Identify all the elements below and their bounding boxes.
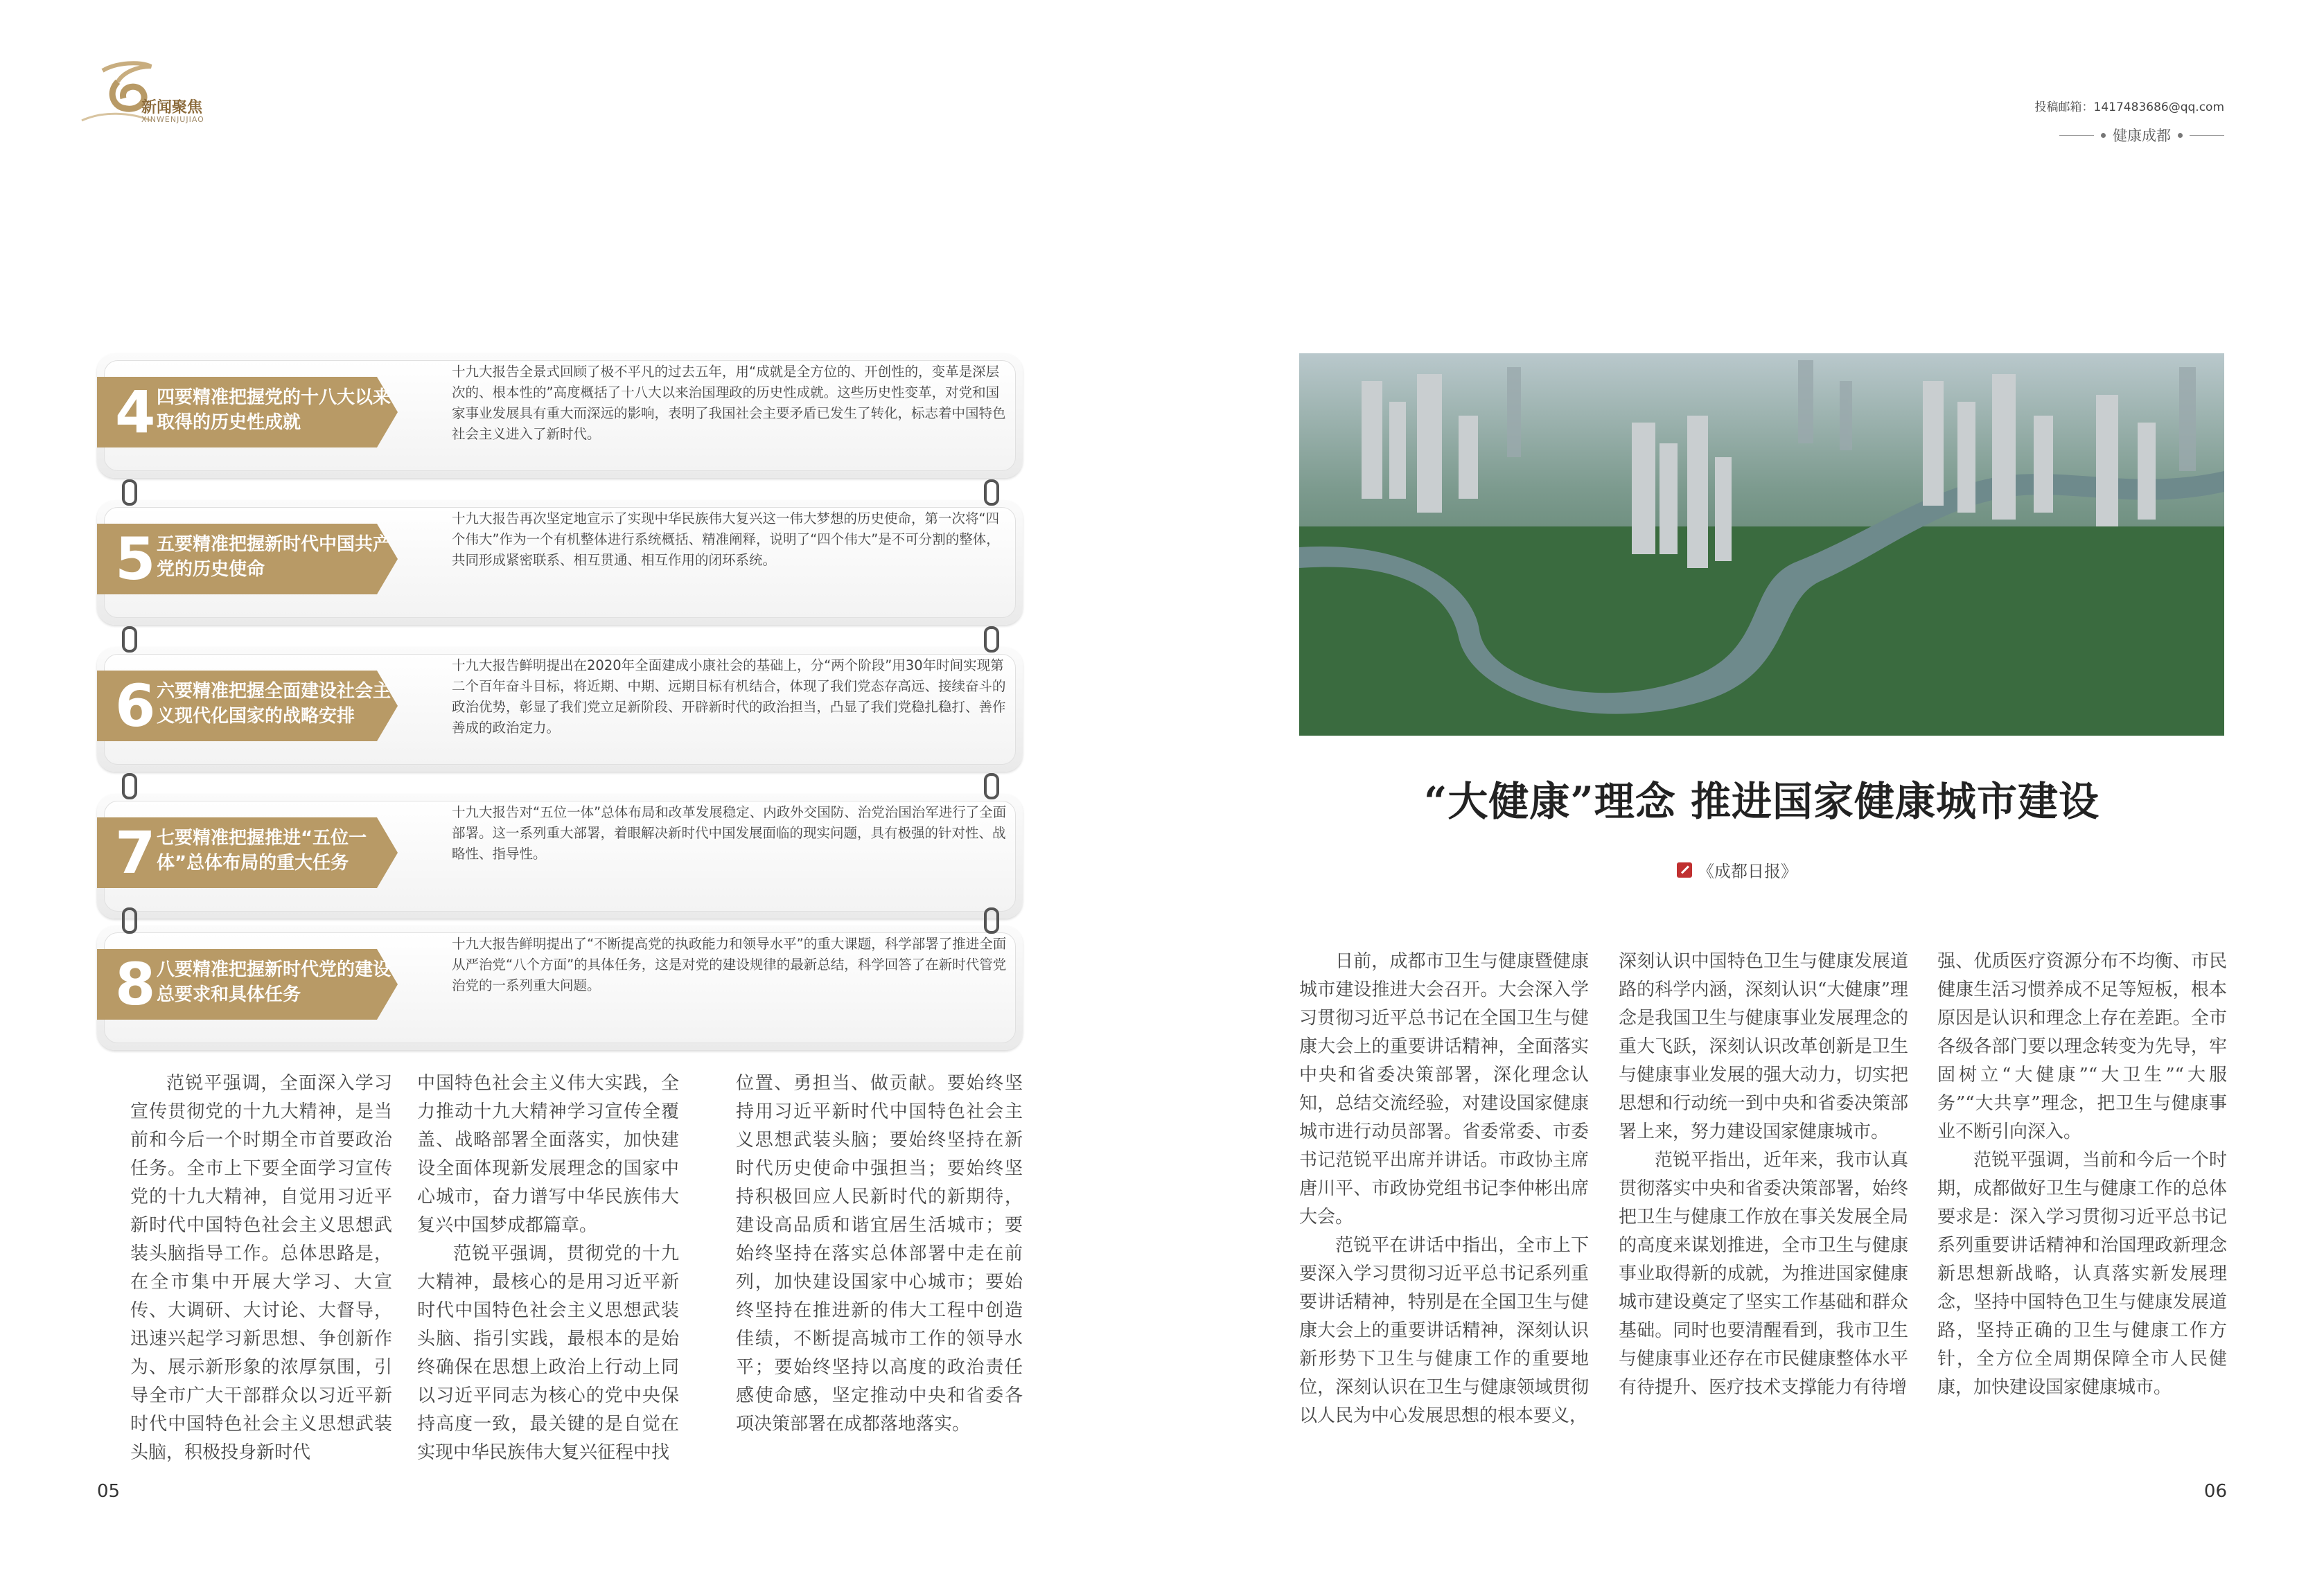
point-card-5: [97, 500, 1023, 625]
point-title: 八要精准把握新时代党的建设总要求和具体任务: [157, 959, 391, 1005]
right-body-column-1: [1299, 948, 1589, 1430]
logo-text: 新闻聚焦: [141, 99, 203, 116]
point-card-7: [97, 794, 1023, 919]
point-text: 十九大报告鲜明提出了“不断提高党的执政能力和领导水平”的重大课题，科学部署了推进全面从严治党“八个方面”的具体任务，这是对党的建设规律的最新总结，科学回答了在新时代管党治党的一系列重大问题。: [452, 936, 1007, 993]
point-text: 十九大报告再次坚定地宣示了实现中华民族伟大复兴这一伟大梦想的历史使命，第一次将“四个伟大”作为一个有机整体进行系统概括、精准阐释，说明了“四个伟大”是不可分割的整体，共同形成紧密联系、相互贯通、相互作用的闭环系统。: [452, 511, 1000, 568]
point-card-8: [97, 925, 1023, 1050]
paragraph: 深刻认识中国特色卫生与健康发展道路的科学内涵，深刻认识“大健康”理念是我国卫生与健康事业发展理念的重大飞跃，深刻认识改革创新是卫生与健康事业发展的强大动力，切实把思想和行动统一到中央和省委决策部署上来，努力建设国家健康城市。: [1619, 951, 1908, 1142]
point-number: 8: [115, 950, 156, 1018]
byline: [1677, 858, 1797, 882]
point-card-6: [97, 647, 1023, 772]
logo-subtitle: XINWENJUJIAO: [141, 115, 204, 124]
binder-ring: [984, 907, 999, 934]
point-title: 七要精准把握推进“五位一体”总体布局的重大任务: [157, 828, 367, 874]
binder-ring: [122, 907, 137, 934]
paragraph: 范锐平强调，贯彻党的十九大精神，最核心的是用习近平新时代中国特色社会主义思想武装头脑、指引实践，最根本的是始终确保在思想上政治上行动上同以习近平同志为核心的党中央保持高度一致，最关键的是自觉在实现中华民族伟大复兴征程中找: [417, 1243, 679, 1463]
page-number-right: 06: [2203, 1481, 2227, 1502]
byline-source: 《成都日报》: [1698, 862, 1797, 881]
page-number-left: 05: [97, 1481, 121, 1502]
paragraph: 中国特色社会主义伟大实践，全力推动十九大精神学习宣传全覆盖、战略部署全面落实，加快建设全面体现新发展理念的国家中心城市，奋力谱写中华民族伟大复兴中国梦成都篇章。: [417, 1073, 679, 1236]
binder-ring: [122, 773, 137, 799]
paragraph: 日前，成都市卫生与健康暨健康城市建设推进大会召开。大会深入学习贯彻习近平总书记在全国卫生与健康大会上的重要讲话精神，全面落实中央和省委决策部署，深化理念认知，总结交流经验，对建设国家健康城市进行动员部署。省委常委、市委书记范锐平出席并讲话。市政协主席唐川平、市政协党组书记李仲彬出席大会。: [1299, 951, 1589, 1227]
binder-ring: [984, 626, 999, 653]
paragraph: 强、优质医疗资源分布不均衡、市民健康生活习惯养成不足等短板，根本原因是认识和理念上存在差距。全市各级各部门要以理念转变为先导，牢固树立“大健康”“大卫生”“大服务”“大共享”理念，把卫生与健康事业不断引向深入。: [1937, 951, 2227, 1142]
point-number: 7: [115, 819, 156, 887]
paragraph: 范锐平强调，全面深入学习宣传贯彻党的十九大精神，是当前和今后一个时期全市首要政治任务。全市上下要全面学习宣传党的十九大精神，自觉用习近平新时代中国特色社会主义思想武装头脑指导工作。总体思路是，在全市集中开展大学习、大宣传、大调研、大讨论、大督导，迅速兴起学习新思想、争创新作为、展示新形象的浓厚氛围，引导全市广大干部群众以习近平新时代中国特色社会主义思想武装头脑，积极投身新时代: [130, 1073, 392, 1463]
right-body-column-3: [1937, 948, 2227, 1402]
pen-icon: [1677, 862, 1692, 878]
binder-ring: [984, 773, 999, 799]
paragraph: 位置、勇担当、做贡献。要始终坚持用习近平新时代中国特色社会主义思想武装头脑；要始终坚持在新时代历史使命中强担当；要始终坚持积极回应人民新时代的新期待，建设高品质和谐宜居生活城市；要始终坚持在落实总体部署中走在前列，加快建设国家中心城市；要始终坚持在推进新的伟大工程中创造佳绩，不断提高城市工作的领导水平；要始终坚持以高度的政治责任感使命感，坚定推动中央和省委各项决策部署在成都落地落实。: [736, 1073, 1023, 1435]
section-tag: [2059, 125, 2224, 145]
section-label: 健康成都: [2113, 127, 2171, 144]
city-aerial-photo: [1299, 353, 2224, 736]
point-number: 5: [115, 525, 156, 593]
paragraph: 范锐平强调，当前和今后一个时期，成都做好卫生与健康工作的总体要求是：深入学习贯彻习近平总书记系列重要讲话精神和治国理政新理念新思想新战略，认真落实新发展理念，坚持中国特色卫生与健康发展道路，坚持正确的卫生与健康工作方针，全方位全周期保障全市人民健康，加快建设国家健康城市。: [1937, 1150, 2227, 1398]
point-title: 六要精准把握全面建设社会主义现代化国家的战略安排: [157, 681, 391, 727]
binder-ring: [122, 479, 137, 506]
point-number: 6: [115, 672, 156, 740]
submission-email: 投稿邮箱：1417483686@qq.com: [2034, 100, 2224, 114]
point-number: 4: [115, 378, 156, 446]
article-headline: “大健康”理念 推进国家健康城市建设: [1424, 778, 2099, 825]
left-body-column-1: [130, 1070, 392, 1467]
point-text: 十九大报告对“五位一体”总体布局和改革发展稳定、内政外交国防、治党治国治军进行了全面部署。这一系列重大部署，着眼解决新时代中国发展面临的现实问题，具有极强的针对性、战略性、指导性。: [452, 804, 1007, 862]
point-card-4: [97, 353, 1023, 478]
point-text: 十九大报告鲜明提出在2020年全面建成小康社会的基础上，分“两个阶段”用30年时间实现第二个百年奋斗目标，将近期、中期、远期目标有机结合，体现了我们党态存高远、接续奋斗的政治优势，彰显了我们党立足新阶段、开辟新时代的政治担当，凸显了我们党稳扎稳打、善作善成的政治定力。: [452, 657, 1006, 736]
right-body-column-2: [1619, 948, 1908, 1402]
paragraph: 范锐平在讲话中指出，全市上下要深入学习贯彻习近平总书记系列重要讲话精神，特别是在全国卫生与健康大会上的重要讲话精神，深刻认识新形势下卫生与健康工作的重要地位，深刻认识在卫生与健康领域贯彻以人民为中心发展思想的根本要义，: [1299, 1235, 1589, 1426]
left-body-column-3: [736, 1070, 1023, 1439]
point-text: 十九大报告全景式回顾了极不平凡的过去五年，用“成就是全方位的、开创性的，变革是深层次的、根本性的”高度概括了十八大以来治国理政的历史性成就。这些历史性变革，对党和国家事业发展具有重大而深远的影响，表明了我国社会主要矛盾已发生了转化，标志着中国特色社会主义进入了新时代。: [452, 364, 1006, 442]
binder-ring: [984, 479, 999, 506]
left-body-column-2: [417, 1070, 679, 1467]
binder-ring: [122, 626, 137, 653]
point-title: 五要精准把握新时代中国共产党的历史使命: [157, 534, 391, 580]
paragraph: 范锐平指出，近年来，我市认真贯彻落实中央和省委决策部署，始终把卫生与健康工作放在事关发展全局的高度来谋划推进，全市卫生与健康事业取得新的成就，为推进国家健康城市建设奠定了坚实工作基础和群众基础。同时也要清醒看到，我市卫生与健康事业还存在市民健康整体水平有待提升、医疗技术支撑能力有待增: [1619, 1150, 1908, 1398]
point-title: 四要精准把握党的十八大以来取得的历史性成就: [157, 387, 391, 433]
